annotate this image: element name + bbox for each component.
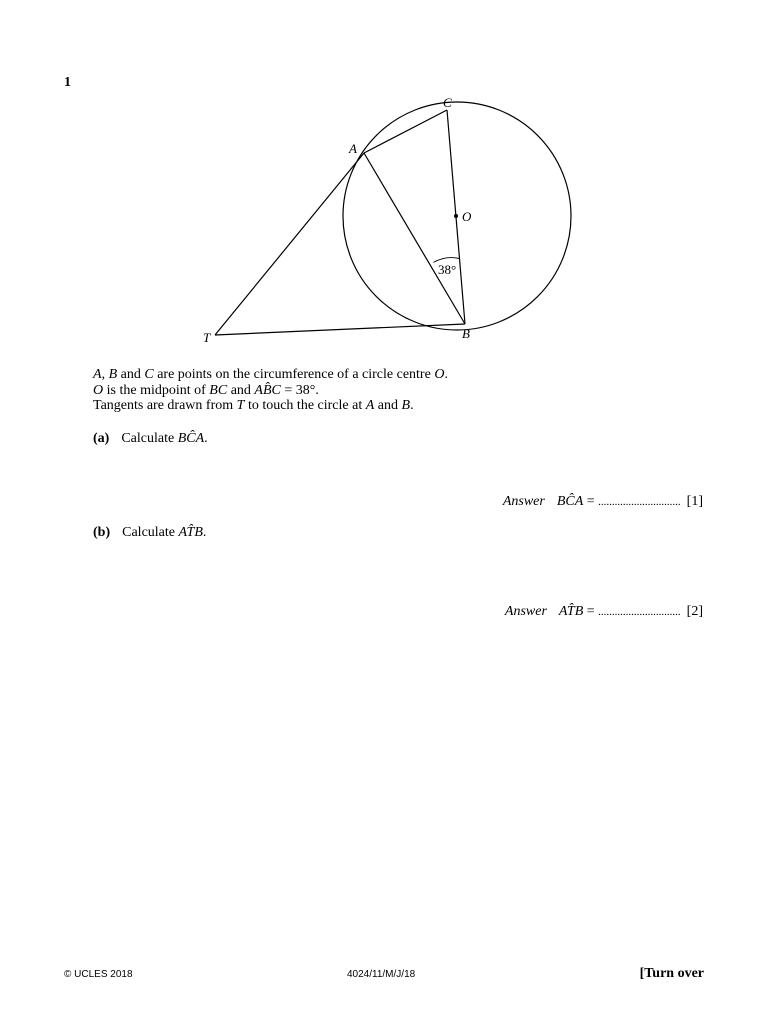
part-a-angle: BĈA [177,431,205,446]
part-b-answer: Answer AT̂B = .............................. [2] [504,604,703,619]
part-b-answer-line[interactable]: .............................. [598,606,681,618]
stem-line-1: A, B and C are points on the circumference of a circle centre O. [93,367,448,382]
part-b-marks: [2] [686,604,703,619]
part-b-angle: AT̂B [178,525,203,540]
part-a-question: (a) Calculate BĈA. [93,431,208,446]
centre-point [454,214,458,218]
point-label-a: A [349,141,357,156]
tangent-ta [215,153,364,335]
part-a-answer-line[interactable]: .............................. [598,496,681,508]
part-a-marks: [1] [686,494,703,509]
stem-line-3: Tangents are drawn from T to touch the circle at A and B. [93,398,414,413]
part-b-question: (b) Calculate AT̂B. [93,525,207,540]
chord-ab [364,153,465,324]
point-label-t: T [203,330,211,345]
part-a-label: (a) [93,431,110,446]
footer-copyright: © UCLES 2018 [64,969,133,980]
chord-ac [364,110,447,153]
question-number: 1 [64,75,71,90]
angle-label: 38° [438,262,457,277]
point-label-c: C [443,95,452,110]
point-label-b: B [462,326,470,341]
part-b-label: (b) [93,525,111,540]
turn-over: [Turn over [639,966,704,981]
part-a-answer: Answer BĈA = .............................. [1] [502,494,703,509]
point-label-o: O [462,209,472,224]
tangent-tb [215,324,465,335]
stem-line-2: O is the midpoint of BC and AB̂C = 38°. [93,383,319,398]
circle-tangent-diagram [0,0,768,360]
footer-paper-code: 4024/11/M/J/18 [347,969,416,980]
